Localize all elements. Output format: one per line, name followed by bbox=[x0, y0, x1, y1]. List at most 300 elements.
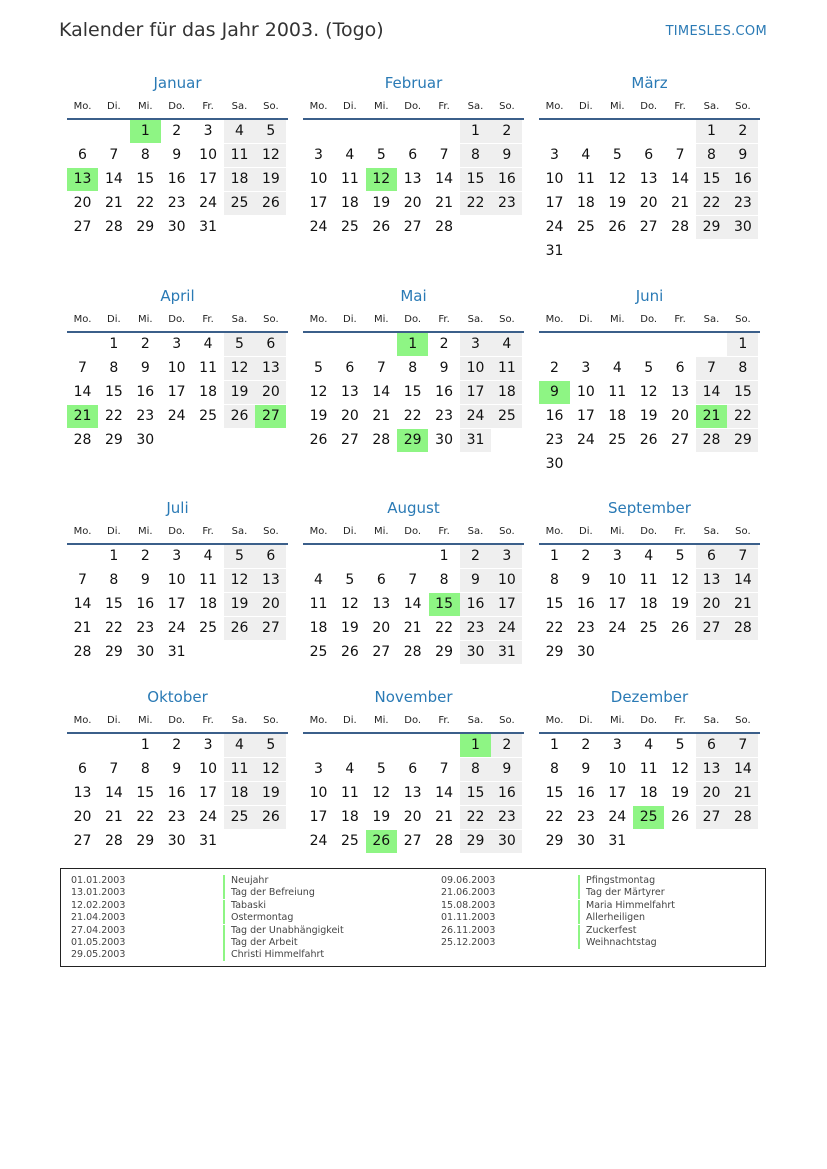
day-cell: 26 bbox=[309, 432, 328, 448]
day-cell: 7 bbox=[78, 360, 87, 376]
day-cell: 27 bbox=[73, 833, 92, 849]
day-cell: 11 bbox=[491, 357, 522, 380]
day-cell: 9 bbox=[581, 572, 591, 588]
day-cell: 20 bbox=[73, 195, 92, 211]
day-cell: 4 bbox=[224, 120, 255, 143]
day-cell: 12 bbox=[671, 761, 689, 777]
day-cell: 1 bbox=[550, 737, 559, 753]
holiday-day-cell: 12 bbox=[366, 168, 397, 191]
day-cell: 24 bbox=[491, 617, 522, 640]
day-cell: 16 bbox=[435, 384, 453, 400]
weekday-label: Do. bbox=[404, 526, 422, 537]
day-cell: 3 bbox=[612, 548, 622, 564]
day-cell: 11 bbox=[309, 596, 328, 612]
holiday-date: 15.08.2003 bbox=[441, 899, 496, 911]
weekday-label: Mi. bbox=[138, 526, 153, 537]
weekday-label: Mi. bbox=[374, 101, 389, 112]
weekday-label: Fr. bbox=[438, 314, 450, 325]
day-cell: 25 bbox=[491, 405, 522, 428]
day-cell: 8 bbox=[408, 360, 418, 376]
day-cell: 27 bbox=[372, 644, 391, 660]
weekday-label: Fr. bbox=[202, 101, 214, 112]
weekday-label: Sa. bbox=[467, 101, 484, 112]
day-cell: 26 bbox=[224, 405, 255, 428]
day-cell: 30 bbox=[136, 644, 155, 660]
month-title: Oktober bbox=[147, 688, 208, 706]
day-cell: 15 bbox=[545, 596, 564, 612]
day-cell: 23 bbox=[136, 408, 155, 424]
day-cell: 25 bbox=[608, 432, 627, 448]
weekday-label: Sa. bbox=[703, 101, 720, 112]
day-cell: 4 bbox=[203, 548, 213, 564]
day-cell: 24 bbox=[460, 405, 491, 428]
holiday-name: Zuckerfest bbox=[578, 925, 637, 937]
day-cell: 4 bbox=[314, 572, 323, 588]
day-cell: 19 bbox=[224, 381, 255, 404]
day-cell: 4 bbox=[224, 734, 255, 757]
day-cell: 8 bbox=[439, 572, 449, 588]
day-cell: 27 bbox=[340, 432, 359, 448]
month-title: April bbox=[160, 287, 195, 305]
holiday-date: 27.04.2003 bbox=[71, 924, 126, 936]
day-cell: 24 bbox=[309, 219, 328, 235]
day-cell: 9 bbox=[140, 572, 150, 588]
day-cell: 12 bbox=[671, 572, 689, 588]
weekday-label: Fr. bbox=[438, 526, 450, 537]
day-cell: 27 bbox=[671, 432, 689, 448]
day-cell: 6 bbox=[78, 147, 87, 163]
weekday-label: Sa. bbox=[231, 101, 248, 112]
day-cell: 14 bbox=[73, 596, 92, 612]
day-cell: 21 bbox=[403, 620, 422, 636]
day-cell: 9 bbox=[491, 144, 522, 167]
day-cell: 9 bbox=[460, 569, 491, 592]
weekday-label: So. bbox=[499, 314, 515, 325]
day-cell: 18 bbox=[340, 809, 359, 825]
day-cell: 18 bbox=[639, 785, 658, 801]
day-cell: 17 bbox=[167, 596, 186, 612]
day-cell: 10 bbox=[199, 761, 217, 777]
day-cell: 20 bbox=[696, 782, 727, 805]
day-cell: 16 bbox=[167, 171, 186, 187]
day-cell: 13 bbox=[255, 357, 286, 380]
weekday-label: Do. bbox=[640, 314, 658, 325]
holiday-date: 25.12.2003 bbox=[441, 937, 496, 948]
day-cell: 1 bbox=[696, 120, 727, 143]
day-cell: 23 bbox=[576, 620, 595, 636]
weekday-label: Mo. bbox=[73, 715, 92, 726]
day-cell: 4 bbox=[345, 147, 355, 163]
month-title: Juni bbox=[635, 287, 664, 305]
month-title: November bbox=[374, 688, 453, 706]
day-cell: 24 bbox=[608, 809, 627, 825]
day-cell: 30 bbox=[167, 833, 186, 849]
weekday-label: Fr. bbox=[202, 526, 214, 537]
weekday-label: Fr. bbox=[674, 314, 686, 325]
weekday-label: Sa. bbox=[703, 526, 720, 537]
day-cell: 23 bbox=[545, 432, 564, 448]
day-cell: 25 bbox=[309, 644, 328, 660]
day-cell: 7 bbox=[727, 734, 758, 757]
day-cell: 10 bbox=[460, 357, 491, 380]
day-cell: 4 bbox=[612, 360, 622, 376]
day-cell: 31 bbox=[545, 243, 564, 259]
day-cell: 19 bbox=[372, 809, 391, 825]
day-cell: 24 bbox=[309, 833, 328, 849]
day-cell: 1 bbox=[140, 737, 150, 753]
weekday-label: Mi. bbox=[610, 715, 625, 726]
holiday-date: 01.11.2003 bbox=[441, 912, 496, 924]
day-cell: 12 bbox=[255, 758, 286, 781]
day-cell: 26 bbox=[608, 219, 627, 235]
day-cell: 22 bbox=[104, 620, 123, 636]
day-cell: 12 bbox=[309, 384, 328, 400]
day-cell: 2 bbox=[491, 120, 522, 143]
day-cell: 23 bbox=[460, 617, 491, 640]
weekday-label: Mo. bbox=[545, 715, 564, 726]
day-cell: 30 bbox=[576, 833, 595, 849]
day-cell: 3 bbox=[203, 737, 213, 753]
day-cell: 16 bbox=[460, 593, 491, 616]
day-cell: 11 bbox=[639, 761, 658, 777]
weekday-label: Di. bbox=[107, 715, 121, 726]
day-cell: 27 bbox=[255, 617, 286, 640]
day-cell: 20 bbox=[73, 809, 92, 825]
day-cell: 2 bbox=[491, 734, 522, 757]
weekday-label: Mi. bbox=[374, 715, 389, 726]
day-cell: 27 bbox=[639, 219, 658, 235]
weekday-label: Do. bbox=[168, 526, 186, 537]
day-cell: 3 bbox=[203, 123, 213, 139]
day-cell: 30 bbox=[460, 641, 491, 664]
day-cell: 11 bbox=[199, 572, 217, 588]
day-cell: 14 bbox=[104, 785, 123, 801]
day-cell: 9 bbox=[172, 147, 182, 163]
day-cell: 16 bbox=[576, 596, 595, 612]
day-cell: 16 bbox=[136, 596, 155, 612]
holiday-name: Tabaski bbox=[223, 900, 266, 912]
day-cell: 26 bbox=[255, 192, 286, 215]
day-cell: 12 bbox=[340, 596, 359, 612]
day-cell: 2 bbox=[727, 120, 758, 143]
day-cell: 8 bbox=[109, 572, 119, 588]
day-cell: 1 bbox=[109, 548, 119, 564]
weekday-label: Sa. bbox=[467, 314, 484, 325]
day-cell: 7 bbox=[408, 572, 418, 588]
day-cell: 3 bbox=[460, 333, 491, 356]
day-cell: 20 bbox=[696, 593, 727, 616]
holiday-name: Tag der Märtyrer bbox=[578, 887, 665, 899]
holiday-day-cell: 21 bbox=[67, 405, 98, 428]
site-link[interactable]: TIMESLES.COM bbox=[665, 24, 767, 39]
day-cell: 1 bbox=[109, 336, 119, 352]
day-cell: 18 bbox=[639, 596, 658, 612]
day-cell: 24 bbox=[199, 195, 217, 211]
day-cell: 6 bbox=[644, 147, 654, 163]
day-cell: 22 bbox=[696, 192, 727, 215]
day-cell: 29 bbox=[696, 216, 727, 239]
day-cell: 25 bbox=[639, 620, 658, 636]
day-cell: 8 bbox=[696, 144, 727, 167]
day-cell: 11 bbox=[576, 171, 595, 187]
day-cell: 17 bbox=[167, 384, 186, 400]
day-cell: 13 bbox=[403, 171, 422, 187]
day-cell: 8 bbox=[140, 761, 150, 777]
day-cell: 23 bbox=[576, 809, 595, 825]
weekday-label: Sa. bbox=[231, 314, 248, 325]
month-title: August bbox=[387, 499, 440, 517]
day-cell: 10 bbox=[608, 761, 627, 777]
day-cell: 15 bbox=[545, 785, 564, 801]
day-cell: 10 bbox=[491, 569, 522, 592]
weekday-label: Sa. bbox=[703, 314, 720, 325]
day-cell: 28 bbox=[671, 219, 689, 235]
month-title: Mai bbox=[400, 287, 427, 305]
day-cell: 19 bbox=[671, 785, 689, 801]
weekday-label: So. bbox=[499, 101, 515, 112]
day-cell: 19 bbox=[255, 168, 286, 191]
day-cell: 15 bbox=[403, 384, 422, 400]
holiday-legend bbox=[60, 868, 766, 967]
holiday-day-cell: 29 bbox=[397, 429, 428, 452]
month-title: Dezember bbox=[610, 688, 689, 706]
day-cell: 5 bbox=[675, 548, 685, 564]
day-cell: 10 bbox=[545, 171, 564, 187]
day-cell: 2 bbox=[140, 336, 150, 352]
day-cell: 1 bbox=[439, 548, 449, 564]
day-cell: 19 bbox=[372, 195, 391, 211]
day-cell: 25 bbox=[224, 806, 255, 829]
day-cell: 23 bbox=[167, 809, 186, 825]
day-cell: 7 bbox=[109, 761, 119, 777]
weekday-label: So. bbox=[263, 715, 279, 726]
day-cell: 7 bbox=[78, 572, 87, 588]
holiday-name: Neujahr bbox=[223, 875, 268, 887]
weekday-label: Di. bbox=[343, 526, 357, 537]
weekday-label: Mi. bbox=[610, 101, 625, 112]
day-cell: 27 bbox=[696, 806, 727, 829]
day-cell: 7 bbox=[439, 147, 449, 163]
day-cell: 28 bbox=[435, 219, 453, 235]
weekday-label: Fr. bbox=[202, 715, 214, 726]
day-cell: 28 bbox=[104, 219, 123, 235]
day-cell: 21 bbox=[104, 195, 123, 211]
day-cell: 30 bbox=[545, 456, 564, 472]
day-cell: 30 bbox=[167, 219, 186, 235]
weekday-label: So. bbox=[263, 314, 279, 325]
day-cell: 14 bbox=[696, 381, 727, 404]
day-cell: 26 bbox=[671, 620, 689, 636]
day-cell: 24 bbox=[167, 620, 186, 636]
weekday-label: Fr. bbox=[674, 101, 686, 112]
day-cell: 3 bbox=[581, 360, 591, 376]
holiday-name: Pfingstmontag bbox=[578, 875, 655, 887]
day-cell: 6 bbox=[696, 734, 727, 757]
weekday-label: So. bbox=[735, 526, 751, 537]
day-cell: 18 bbox=[608, 408, 627, 424]
day-cell: 6 bbox=[376, 572, 386, 588]
day-cell: 16 bbox=[167, 785, 186, 801]
day-cell: 25 bbox=[199, 408, 217, 424]
day-cell: 12 bbox=[224, 357, 255, 380]
holiday-day-cell: 25 bbox=[633, 806, 664, 829]
day-cell: 6 bbox=[255, 545, 286, 568]
day-cell: 27 bbox=[403, 219, 422, 235]
day-cell: 19 bbox=[608, 195, 627, 211]
holiday-date: 21.04.2003 bbox=[71, 912, 126, 924]
day-cell: 31 bbox=[491, 641, 522, 664]
day-cell: 8 bbox=[727, 357, 758, 380]
weekday-label: Di. bbox=[107, 314, 121, 325]
day-cell: 7 bbox=[109, 147, 119, 163]
weekday-label: So. bbox=[735, 314, 751, 325]
day-cell: 24 bbox=[576, 432, 595, 448]
weekday-label: Do. bbox=[168, 314, 186, 325]
weekday-label: Di. bbox=[107, 526, 121, 537]
day-cell: 4 bbox=[581, 147, 591, 163]
day-cell: 21 bbox=[727, 782, 758, 805]
day-cell: 10 bbox=[167, 360, 186, 376]
day-cell: 16 bbox=[491, 168, 522, 191]
weekday-label: Mo. bbox=[545, 526, 564, 537]
weekday-label: So. bbox=[735, 715, 751, 726]
weekday-label: Fr. bbox=[438, 715, 450, 726]
day-cell: 3 bbox=[612, 737, 622, 753]
day-cell: 6 bbox=[675, 360, 685, 376]
day-cell: 13 bbox=[671, 384, 689, 400]
weekday-label: Fr. bbox=[438, 101, 450, 112]
day-cell: 2 bbox=[460, 545, 491, 568]
day-cell: 22 bbox=[460, 192, 491, 215]
day-cell: 18 bbox=[224, 782, 255, 805]
day-cell: 9 bbox=[140, 360, 150, 376]
day-cell: 5 bbox=[345, 572, 355, 588]
day-cell: 6 bbox=[408, 761, 418, 777]
day-cell: 31 bbox=[199, 833, 217, 849]
day-cell: 15 bbox=[696, 168, 727, 191]
holiday-name: Christi Himmelfahrt bbox=[223, 949, 324, 961]
day-cell: 5 bbox=[644, 360, 654, 376]
day-cell: 15 bbox=[460, 168, 491, 191]
day-cell: 25 bbox=[340, 219, 359, 235]
day-cell: 23 bbox=[136, 620, 155, 636]
weekday-label: Do. bbox=[640, 526, 658, 537]
day-cell: 28 bbox=[403, 644, 422, 660]
weekday-label: Mo. bbox=[73, 101, 92, 112]
day-cell: 20 bbox=[255, 593, 286, 616]
weekday-label: Do. bbox=[404, 715, 422, 726]
weekday-label: Do. bbox=[168, 715, 186, 726]
weekday-label: So. bbox=[263, 101, 279, 112]
day-cell: 20 bbox=[340, 408, 359, 424]
weekday-label: Sa. bbox=[703, 715, 720, 726]
day-cell: 10 bbox=[167, 572, 186, 588]
weekday-label: Di. bbox=[343, 314, 357, 325]
day-cell: 17 bbox=[576, 408, 595, 424]
day-cell: 28 bbox=[727, 617, 758, 640]
day-cell: 22 bbox=[136, 809, 155, 825]
day-cell: 14 bbox=[372, 384, 391, 400]
day-cell: 12 bbox=[224, 569, 255, 592]
day-cell: 25 bbox=[340, 833, 359, 849]
holiday-name: Weihnachtstag bbox=[578, 937, 657, 949]
day-cell: 29 bbox=[545, 833, 564, 849]
day-cell: 2 bbox=[140, 548, 150, 564]
day-cell: 14 bbox=[104, 171, 123, 187]
day-cell: 15 bbox=[104, 596, 123, 612]
day-cell: 13 bbox=[73, 785, 92, 801]
day-cell: 15 bbox=[727, 381, 758, 404]
day-cell: 18 bbox=[491, 381, 522, 404]
holiday-day-cell: 13 bbox=[67, 168, 98, 191]
day-cell: 19 bbox=[255, 782, 286, 805]
holiday-date: 01.05.2003 bbox=[71, 937, 126, 948]
day-cell: 19 bbox=[639, 408, 658, 424]
day-cell: 7 bbox=[675, 147, 685, 163]
holiday-date: 12.02.2003 bbox=[71, 899, 126, 911]
holiday-name: Allerheiligen bbox=[578, 912, 645, 924]
day-cell: 22 bbox=[460, 806, 491, 829]
day-cell: 5 bbox=[255, 120, 286, 143]
day-cell: 17 bbox=[199, 785, 217, 801]
day-cell: 14 bbox=[727, 758, 758, 781]
day-cell: 29 bbox=[435, 644, 453, 660]
holiday-day-cell: 26 bbox=[366, 830, 397, 853]
day-cell: 27 bbox=[696, 617, 727, 640]
day-cell: 13 bbox=[372, 596, 391, 612]
day-cell: 28 bbox=[73, 644, 92, 660]
day-cell: 29 bbox=[136, 219, 155, 235]
day-cell: 8 bbox=[140, 147, 150, 163]
day-cell: 6 bbox=[345, 360, 355, 376]
day-cell: 5 bbox=[612, 147, 622, 163]
day-cell: 6 bbox=[255, 333, 286, 356]
weekday-label: Do. bbox=[168, 101, 186, 112]
day-cell: 23 bbox=[727, 192, 758, 215]
day-cell: 9 bbox=[727, 144, 758, 167]
day-cell: 23 bbox=[435, 408, 453, 424]
weekday-label: Do. bbox=[404, 101, 422, 112]
day-cell: 5 bbox=[376, 147, 386, 163]
weekday-label: Do. bbox=[404, 314, 422, 325]
weekday-label: Sa. bbox=[231, 526, 248, 537]
day-cell: 21 bbox=[727, 593, 758, 616]
weekday-label: Do. bbox=[640, 715, 658, 726]
holiday-day-cell: 1 bbox=[130, 120, 161, 143]
day-cell: 2 bbox=[581, 737, 591, 753]
day-cell: 1 bbox=[460, 120, 491, 143]
weekday-label: Sa. bbox=[231, 715, 248, 726]
day-cell: 16 bbox=[491, 782, 522, 805]
day-cell: 11 bbox=[199, 360, 217, 376]
day-cell: 21 bbox=[104, 809, 123, 825]
day-cell: 16 bbox=[136, 384, 155, 400]
day-cell: 18 bbox=[340, 195, 359, 211]
day-cell: 2 bbox=[550, 360, 559, 376]
day-cell: 20 bbox=[639, 195, 658, 211]
day-cell: 23 bbox=[491, 806, 522, 829]
day-cell: 28 bbox=[435, 833, 453, 849]
day-cell: 3 bbox=[550, 147, 559, 163]
weekday-label: Sa. bbox=[467, 526, 484, 537]
day-cell: 26 bbox=[340, 644, 359, 660]
day-cell: 14 bbox=[73, 384, 92, 400]
holiday-name: Ostermontag bbox=[223, 912, 293, 924]
day-cell: 24 bbox=[167, 408, 186, 424]
weekday-label: Di. bbox=[579, 101, 593, 112]
weekday-label: Mo. bbox=[309, 526, 328, 537]
day-cell: 7 bbox=[439, 761, 449, 777]
